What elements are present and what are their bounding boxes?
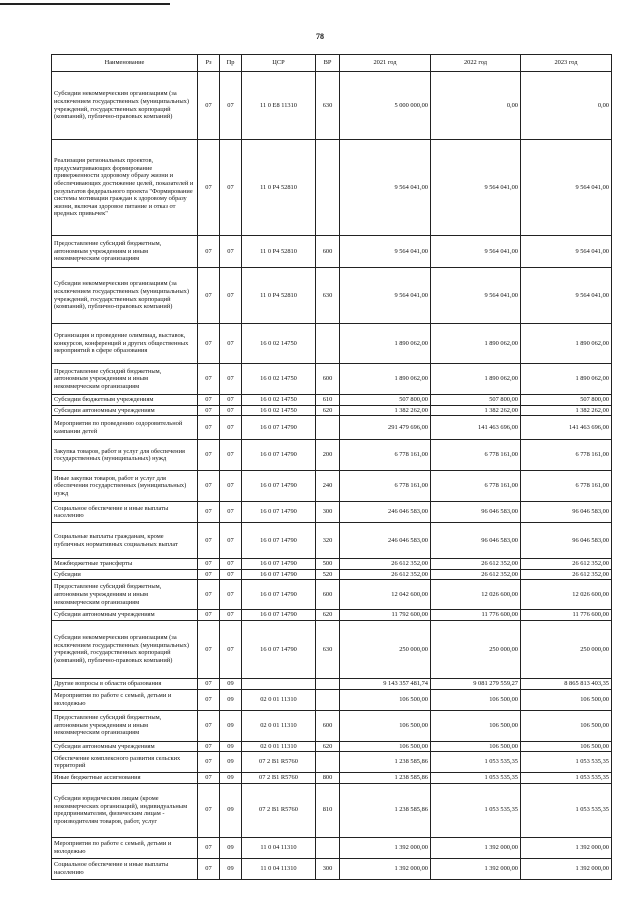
cell-name: Организация и проведение олимпиад, выставок, конкурсов, конференций и других общественных мероприятий в сфере образования bbox=[52, 324, 198, 364]
cell-vr bbox=[316, 752, 340, 773]
cell-2023: 1 053 535,35 bbox=[521, 783, 612, 837]
cell-rz: 07 bbox=[198, 559, 220, 570]
cell-rz: 07 bbox=[198, 783, 220, 837]
table-row bbox=[52, 773, 612, 784]
cell-2023: 96 046 583,00 bbox=[521, 523, 612, 559]
table-row bbox=[52, 364, 612, 395]
cell-vr: 500 bbox=[316, 559, 340, 570]
cell-2022: 96 046 583,00 bbox=[431, 523, 521, 559]
cell-2022: 106 500,00 bbox=[431, 689, 521, 710]
table-row bbox=[52, 741, 612, 752]
cell-pr: 09 bbox=[220, 741, 242, 752]
table-row bbox=[52, 236, 612, 268]
table-row bbox=[52, 324, 612, 364]
cell-csr: 07 2 B1 R5760 bbox=[242, 773, 316, 784]
cell-vr: 200 bbox=[316, 440, 340, 471]
cell-2023: 8 865 813 403,35 bbox=[521, 678, 612, 689]
cell-rz: 07 bbox=[198, 395, 220, 406]
cell-2022: 507 800,00 bbox=[431, 395, 521, 406]
cell-2021: 1 890 062,00 bbox=[340, 324, 431, 364]
cell-pr: 09 bbox=[220, 678, 242, 689]
cell-2023: 141 463 696,00 bbox=[521, 416, 612, 440]
cell-csr: 11 0 04 11310 bbox=[242, 837, 316, 858]
cell-rz: 07 bbox=[198, 364, 220, 395]
cell-2023: 507 800,00 bbox=[521, 395, 612, 406]
cell-vr: 620 bbox=[316, 741, 340, 752]
cell-2023: 1 890 062,00 bbox=[521, 364, 612, 395]
table-row bbox=[52, 610, 612, 621]
cell-name: Иные закупки товаров, работ и услуг для обеспечения государственных (муниципальных) нужд bbox=[52, 471, 198, 502]
cell-vr bbox=[316, 140, 340, 236]
cell-name: Субсидии некоммерческим организациям (за исключением государственных (муниципальных) учреждений, государственных корпораций (компаний), публично-правовых компаний) bbox=[52, 268, 198, 324]
cell-2021: 246 046 583,00 bbox=[340, 502, 431, 523]
cell-2022: 0,00 bbox=[431, 72, 521, 140]
cell-csr: 07 2 B1 R5760 bbox=[242, 752, 316, 773]
cell-2023: 106 500,00 bbox=[521, 741, 612, 752]
cell-pr: 07 bbox=[220, 364, 242, 395]
cell-name: Предоставление субсидий бюджетным, автономным учреждениям и иным некоммерческим организациям bbox=[52, 236, 198, 268]
cell-name: Предоставление субсидий бюджетным, автономным учреждениям и иным некоммерческим организациям bbox=[52, 710, 198, 741]
cell-vr: 610 bbox=[316, 395, 340, 406]
cell-csr: 07 2 B1 R5760 bbox=[242, 783, 316, 837]
table-row bbox=[52, 752, 612, 773]
cell-csr: 02 0 01 11310 bbox=[242, 689, 316, 710]
cell-vr: 600 bbox=[316, 710, 340, 741]
table-row bbox=[52, 580, 612, 610]
cell-2022: 11 776 600,00 bbox=[431, 610, 521, 621]
cell-csr: 16 0 07 14790 bbox=[242, 502, 316, 523]
cell-2023: 1 053 535,35 bbox=[521, 773, 612, 784]
cell-pr: 09 bbox=[220, 773, 242, 784]
cell-name: Реализация региональных проектов, предусматривающих формирование приверженности здоровому образу жизни и обеспечивающих достижение целей, показателей и результатов федерального проекта "Формирование системы мотивации граждан к здоровому образу жизни, включая здоровое питание и отказ от вредных привычек" bbox=[52, 140, 198, 236]
cell-name: Иные бюджетные ассигнования bbox=[52, 773, 198, 784]
cell-2022: 1 382 262,00 bbox=[431, 405, 521, 416]
cell-2022: 6 778 161,00 bbox=[431, 471, 521, 502]
table-row bbox=[52, 569, 612, 580]
cell-vr: 620 bbox=[316, 610, 340, 621]
cell-rz: 07 bbox=[198, 324, 220, 364]
cell-pr: 07 bbox=[220, 140, 242, 236]
table-row bbox=[52, 620, 612, 678]
cell-name: Закупка товаров, работ и услуг для обеспечения государственных (муниципальных) нужд bbox=[52, 440, 198, 471]
cell-name: Мероприятия по работе с семьей, детьми и молодежью bbox=[52, 837, 198, 858]
cell-name: Другие вопросы в области образования bbox=[52, 678, 198, 689]
cell-csr: 16 0 07 14790 bbox=[242, 440, 316, 471]
table-row bbox=[52, 395, 612, 406]
cell-2021: 106 500,00 bbox=[340, 741, 431, 752]
cell-name: Субсидии bbox=[52, 569, 198, 580]
table-row bbox=[52, 858, 612, 879]
table-row bbox=[52, 140, 612, 236]
cell-name: Субсидии автономным учреждениям bbox=[52, 741, 198, 752]
cell-csr: 16 0 07 14790 bbox=[242, 471, 316, 502]
cell-csr: 16 0 02 14750 bbox=[242, 324, 316, 364]
cell-2021: 1 382 262,00 bbox=[340, 405, 431, 416]
cell-rz: 07 bbox=[198, 678, 220, 689]
cell-2022: 106 500,00 bbox=[431, 741, 521, 752]
cell-rz: 07 bbox=[198, 710, 220, 741]
cell-vr: 600 bbox=[316, 364, 340, 395]
cell-vr bbox=[316, 837, 340, 858]
cell-2021: 9 564 041,00 bbox=[340, 140, 431, 236]
cell-vr: 240 bbox=[316, 471, 340, 502]
cell-name: Мероприятия по работе с семьей, детьми и молодежью bbox=[52, 689, 198, 710]
cell-csr: 16 0 07 14790 bbox=[242, 580, 316, 610]
cell-vr: 300 bbox=[316, 502, 340, 523]
cell-2022: 9 564 041,00 bbox=[431, 236, 521, 268]
cell-pr: 07 bbox=[220, 324, 242, 364]
cell-2023: 11 776 600,00 bbox=[521, 610, 612, 621]
cell-csr: 11 0 E8 11310 bbox=[242, 72, 316, 140]
cell-name: Субсидии юридическим лицам (кроме некоммерческих организаций), индивидуальным предпринимателям, физическим лицам - производителям товаров, работ, услуг bbox=[52, 783, 198, 837]
cell-pr: 07 bbox=[220, 502, 242, 523]
cell-rz: 07 bbox=[198, 140, 220, 236]
cell-csr: 16 0 07 14790 bbox=[242, 620, 316, 678]
cell-pr: 07 bbox=[220, 559, 242, 570]
cell-name: Субсидии бюджетным учреждениям bbox=[52, 395, 198, 406]
cell-vr: 600 bbox=[316, 580, 340, 610]
cell-vr: 520 bbox=[316, 569, 340, 580]
table-row bbox=[52, 440, 612, 471]
table-row bbox=[52, 416, 612, 440]
cell-2022: 1 053 535,35 bbox=[431, 752, 521, 773]
cell-rz: 07 bbox=[198, 858, 220, 879]
cell-rz: 07 bbox=[198, 268, 220, 324]
cell-2023: 6 778 161,00 bbox=[521, 471, 612, 502]
table-row bbox=[52, 837, 612, 858]
cell-pr: 07 bbox=[220, 580, 242, 610]
cell-csr: 11 0 P4 52810 bbox=[242, 236, 316, 268]
cell-rz: 07 bbox=[198, 502, 220, 523]
cell-vr: 630 bbox=[316, 72, 340, 140]
cell-vr: 300 bbox=[316, 858, 340, 879]
cell-csr: 02 0 01 11310 bbox=[242, 741, 316, 752]
cell-2022: 12 026 600,00 bbox=[431, 580, 521, 610]
cell-csr: 02 0 01 11310 bbox=[242, 710, 316, 741]
cell-pr: 09 bbox=[220, 783, 242, 837]
cell-2023: 1 053 535,35 bbox=[521, 752, 612, 773]
cell-csr: 16 0 02 14750 bbox=[242, 364, 316, 395]
cell-pr: 07 bbox=[220, 523, 242, 559]
cell-2023: 106 500,00 bbox=[521, 710, 612, 741]
cell-csr: 11 0 P4 52810 bbox=[242, 140, 316, 236]
cell-vr: 620 bbox=[316, 405, 340, 416]
cell-pr: 07 bbox=[220, 440, 242, 471]
cell-csr: 16 0 02 14750 bbox=[242, 405, 316, 416]
cell-2023: 9 564 041,00 bbox=[521, 236, 612, 268]
cell-rz: 07 bbox=[198, 569, 220, 580]
header-row bbox=[52, 55, 612, 72]
cell-2021: 1 238 585,86 bbox=[340, 783, 431, 837]
cell-csr: 16 0 07 14790 bbox=[242, 416, 316, 440]
cell-2022: 250 000,00 bbox=[431, 620, 521, 678]
cell-pr: 09 bbox=[220, 858, 242, 879]
cell-rz: 07 bbox=[198, 741, 220, 752]
cell-pr: 07 bbox=[220, 268, 242, 324]
cell-2023: 9 564 041,00 bbox=[521, 140, 612, 236]
cell-2021: 6 778 161,00 bbox=[340, 440, 431, 471]
cell-2022: 1 890 062,00 bbox=[431, 364, 521, 395]
cell-2021: 250 000,00 bbox=[340, 620, 431, 678]
cell-2023: 6 778 161,00 bbox=[521, 440, 612, 471]
cell-pr: 07 bbox=[220, 236, 242, 268]
cell-csr: 16 0 02 14750 bbox=[242, 395, 316, 406]
cell-2021: 5 000 000,00 bbox=[340, 72, 431, 140]
cell-name: Субсидии некоммерческим организациям (за исключением государственных (муниципальных) учреждений, государственных корпораций (компаний), публично-правовых компаний) bbox=[52, 620, 198, 678]
cell-2021: 1 392 000,00 bbox=[340, 858, 431, 879]
header-rz: Рз bbox=[198, 55, 220, 72]
header-name: Наименование bbox=[52, 55, 198, 72]
cell-2021: 9 564 041,00 bbox=[340, 268, 431, 324]
cell-pr: 07 bbox=[220, 405, 242, 416]
cell-2023: 1 392 000,00 bbox=[521, 858, 612, 879]
cell-2023: 250 000,00 bbox=[521, 620, 612, 678]
cell-2023: 12 026 600,00 bbox=[521, 580, 612, 610]
cell-pr: 07 bbox=[220, 416, 242, 440]
cell-2021: 11 792 600,00 bbox=[340, 610, 431, 621]
cell-csr: 11 0 04 11310 bbox=[242, 858, 316, 879]
cell-2022: 9 564 041,00 bbox=[431, 140, 521, 236]
header-2022: 2022 год bbox=[431, 55, 521, 72]
cell-name: Мероприятия по проведению оздоровительной кампании детей bbox=[52, 416, 198, 440]
cell-2023: 0,00 bbox=[521, 72, 612, 140]
cell-2021: 26 612 352,00 bbox=[340, 559, 431, 570]
cell-rz: 07 bbox=[198, 610, 220, 621]
cell-rz: 07 bbox=[198, 580, 220, 610]
cell-vr: 630 bbox=[316, 620, 340, 678]
cell-vr: 600 bbox=[316, 236, 340, 268]
cell-name: Социальное обеспечение и иные выплаты населению bbox=[52, 502, 198, 523]
cell-vr: 810 bbox=[316, 783, 340, 837]
cell-2022: 9 564 041,00 bbox=[431, 268, 521, 324]
cell-rz: 07 bbox=[198, 689, 220, 710]
cell-csr: 16 0 07 14790 bbox=[242, 610, 316, 621]
cell-vr: 800 bbox=[316, 773, 340, 784]
table-row bbox=[52, 268, 612, 324]
cell-2022: 1 890 062,00 bbox=[431, 324, 521, 364]
cell-pr: 07 bbox=[220, 395, 242, 406]
cell-pr: 09 bbox=[220, 710, 242, 741]
top-rule bbox=[0, 3, 170, 5]
cell-csr: 16 0 07 14790 bbox=[242, 569, 316, 580]
cell-rz: 07 bbox=[198, 405, 220, 416]
cell-2021: 106 500,00 bbox=[340, 710, 431, 741]
cell-2023: 96 046 583,00 bbox=[521, 502, 612, 523]
cell-rz: 07 bbox=[198, 471, 220, 502]
cell-2023: 1 890 062,00 bbox=[521, 324, 612, 364]
cell-rz: 07 bbox=[198, 752, 220, 773]
cell-2021: 9 143 357 481,74 bbox=[340, 678, 431, 689]
header-csr: ЦСР bbox=[242, 55, 316, 72]
cell-2021: 6 778 161,00 bbox=[340, 471, 431, 502]
cell-vr bbox=[316, 678, 340, 689]
table-row bbox=[52, 710, 612, 741]
cell-2023: 1 382 262,00 bbox=[521, 405, 612, 416]
cell-pr: 07 bbox=[220, 471, 242, 502]
cell-2021: 1 238 585,86 bbox=[340, 752, 431, 773]
cell-rz: 07 bbox=[198, 72, 220, 140]
cell-2022: 106 500,00 bbox=[431, 710, 521, 741]
cell-rz: 07 bbox=[198, 440, 220, 471]
header-pr: Пр bbox=[220, 55, 242, 72]
cell-vr bbox=[316, 689, 340, 710]
header-vr: ВР bbox=[316, 55, 340, 72]
cell-2022: 9 081 279 559,27 bbox=[431, 678, 521, 689]
cell-csr: 16 0 07 14790 bbox=[242, 559, 316, 570]
cell-vr bbox=[316, 324, 340, 364]
page-number: 78 bbox=[316, 32, 324, 41]
cell-pr: 09 bbox=[220, 837, 242, 858]
cell-name: Субсидии автономным учреждениям bbox=[52, 610, 198, 621]
cell-2022: 1 392 000,00 bbox=[431, 858, 521, 879]
cell-2021: 507 800,00 bbox=[340, 395, 431, 406]
cell-2022: 141 463 696,00 bbox=[431, 416, 521, 440]
cell-2023: 1 392 000,00 bbox=[521, 837, 612, 858]
cell-name: Предоставление субсидий бюджетным, автономным учреждениям и иным некоммерческим организациям bbox=[52, 580, 198, 610]
cell-2022: 6 778 161,00 bbox=[431, 440, 521, 471]
header-2021: 2021 год bbox=[340, 55, 431, 72]
cell-csr bbox=[242, 678, 316, 689]
cell-2021: 291 479 696,00 bbox=[340, 416, 431, 440]
cell-vr: 630 bbox=[316, 268, 340, 324]
cell-name: Обеспечение комплексного развития сельских территорий bbox=[52, 752, 198, 773]
cell-pr: 07 bbox=[220, 569, 242, 580]
cell-name: Субсидии автономным учреждениям bbox=[52, 405, 198, 416]
cell-2023: 9 564 041,00 bbox=[521, 268, 612, 324]
cell-2023: 26 612 352,00 bbox=[521, 559, 612, 570]
cell-2022: 1 053 535,35 bbox=[431, 783, 521, 837]
cell-2022: 1 053 535,35 bbox=[431, 773, 521, 784]
cell-2021: 246 046 583,00 bbox=[340, 523, 431, 559]
cell-csr: 11 0 P4 52810 bbox=[242, 268, 316, 324]
cell-pr: 09 bbox=[220, 752, 242, 773]
cell-rz: 07 bbox=[198, 837, 220, 858]
table-row bbox=[52, 783, 612, 837]
cell-2021: 26 612 352,00 bbox=[340, 569, 431, 580]
table-row bbox=[52, 72, 612, 140]
cell-vr: 320 bbox=[316, 523, 340, 559]
cell-rz: 07 bbox=[198, 773, 220, 784]
cell-2021: 1 890 062,00 bbox=[340, 364, 431, 395]
cell-2021: 1 392 000,00 bbox=[340, 837, 431, 858]
table-row bbox=[52, 678, 612, 689]
cell-2022: 1 392 000,00 bbox=[431, 837, 521, 858]
cell-2022: 26 612 352,00 bbox=[431, 569, 521, 580]
cell-pr: 09 bbox=[220, 689, 242, 710]
table-row bbox=[52, 559, 612, 570]
cell-rz: 07 bbox=[198, 416, 220, 440]
cell-pr: 07 bbox=[220, 610, 242, 621]
cell-2021: 12 042 600,00 bbox=[340, 580, 431, 610]
cell-2023: 106 500,00 bbox=[521, 689, 612, 710]
table-row bbox=[52, 405, 612, 416]
table-row bbox=[52, 523, 612, 559]
cell-pr: 07 bbox=[220, 620, 242, 678]
cell-name: Субсидии некоммерческим организациям (за исключением государственных (муниципальных) учреждений, государственных корпораций (компаний), публично-правовых компаний) bbox=[52, 72, 198, 140]
cell-rz: 07 bbox=[198, 523, 220, 559]
cell-name: Межбюджетные трансферты bbox=[52, 559, 198, 570]
cell-2021: 106 500,00 bbox=[340, 689, 431, 710]
cell-rz: 07 bbox=[198, 236, 220, 268]
cell-csr: 16 0 07 14790 bbox=[242, 523, 316, 559]
cell-2022: 26 612 352,00 bbox=[431, 559, 521, 570]
cell-rz: 07 bbox=[198, 620, 220, 678]
cell-2021: 1 238 585,86 bbox=[340, 773, 431, 784]
cell-name: Социальные выплаты гражданам, кроме публичных нормативных социальных выплат bbox=[52, 523, 198, 559]
cell-pr: 07 bbox=[220, 72, 242, 140]
table-row bbox=[52, 471, 612, 502]
table-row bbox=[52, 689, 612, 710]
cell-2021: 9 564 041,00 bbox=[340, 236, 431, 268]
cell-vr bbox=[316, 416, 340, 440]
header-2023: 2023 год bbox=[521, 55, 612, 72]
table-row bbox=[52, 502, 612, 523]
cell-name: Предоставление субсидий бюджетным, автономным учреждениям и иным некоммерческим организациям bbox=[52, 364, 198, 395]
cell-2023: 26 612 352,00 bbox=[521, 569, 612, 580]
cell-2022: 96 046 583,00 bbox=[431, 502, 521, 523]
budget-table bbox=[51, 54, 612, 880]
cell-name: Социальное обеспечение и иные выплаты населению bbox=[52, 858, 198, 879]
